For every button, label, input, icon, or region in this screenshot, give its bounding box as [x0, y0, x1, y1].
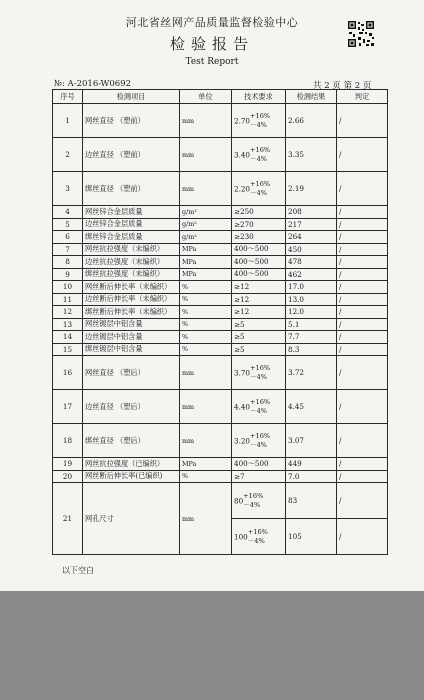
row-judgement: /: [337, 268, 388, 281]
row-tech-requirement: ≥230: [232, 231, 286, 244]
table-row: [53, 281, 388, 294]
row-unit: %: [180, 306, 232, 319]
row-result: 450: [286, 243, 337, 256]
qr-code-icon: [347, 20, 375, 48]
row-tech-requirement: 400～500: [232, 243, 286, 256]
row-result: 8.3: [286, 343, 337, 356]
row-result: 208: [286, 206, 337, 219]
header-item: 检测项目: [83, 90, 180, 104]
tolerance-minus: －4%: [250, 406, 268, 415]
row-unit: g/m²: [180, 218, 232, 231]
row-unit: %: [180, 470, 232, 483]
table-row: [53, 470, 388, 483]
report-subtitle: Test Report: [185, 57, 239, 67]
row-unit: mm: [180, 424, 232, 458]
row-judgement: /: [337, 104, 388, 138]
row-result: 462: [286, 268, 337, 281]
header-tech: 技术要求: [232, 90, 286, 104]
footer-note: 以下空白: [62, 566, 94, 575]
row-number: 21: [53, 483, 83, 555]
tech-tolerance: [250, 112, 270, 130]
row-item: 绑丝镀层中铝含量: [83, 343, 180, 356]
tolerance-minus: －4%: [250, 188, 268, 197]
row-unit: mm: [180, 356, 232, 390]
row-judgement: /: [337, 206, 388, 219]
row-result: 264: [286, 231, 337, 244]
row-number: 5: [53, 218, 83, 231]
row-tech-requirement: ≥5: [232, 343, 286, 356]
row-result: 217: [286, 218, 337, 231]
tolerance-plus: +16%: [250, 431, 271, 440]
row-tech-requirement: [232, 483, 286, 519]
table-row: [53, 356, 388, 390]
tolerance-plus: +16%: [250, 111, 271, 120]
row-item: 网丝直径 （塑前）: [83, 104, 180, 138]
row-unit: %: [180, 318, 232, 331]
row-tech-requirement: 400～500: [232, 268, 286, 281]
row-number: 18: [53, 424, 83, 458]
report-title: 检验报告: [169, 35, 254, 53]
row-judgement: /: [337, 256, 388, 269]
row-result: 4.45: [286, 390, 337, 424]
row-judgement: /: [337, 390, 388, 424]
table-row: [53, 206, 388, 219]
row-tech-requirement: ≥12: [232, 281, 286, 294]
row-judgement: /: [337, 470, 388, 483]
row-tech-requirement: [232, 172, 286, 206]
row-judgement: /: [337, 281, 388, 294]
row-number: 4: [53, 206, 83, 219]
row-item: 边丝镀层中铝含量: [83, 331, 180, 344]
row-result: 7.7: [286, 331, 337, 344]
row-item: 绑丝锌合金层质量: [83, 231, 180, 244]
table-row: [53, 268, 388, 281]
tolerance-plus: +16%: [243, 491, 264, 500]
tech-base: 2.70: [234, 116, 251, 125]
table-row: [53, 306, 388, 319]
row-result: 17.0: [286, 281, 337, 294]
row-result: 7.0: [286, 470, 337, 483]
tech-tolerance: [250, 180, 270, 198]
row-tech-requirement: [232, 138, 286, 172]
table-row: [53, 172, 388, 206]
row-number: 13: [53, 318, 83, 331]
row-tech-requirement: 400～500: [232, 256, 286, 269]
table-row: [53, 293, 388, 306]
row-item: 绑丝抗拉强度（未编织）: [83, 268, 180, 281]
row-item: 边丝抗拉强度（未编织）: [83, 256, 180, 269]
tech-tolerance: [250, 364, 270, 382]
row-tech-requirement: ≥12: [232, 293, 286, 306]
row-number: 7: [53, 243, 83, 256]
row-unit: MPa: [180, 268, 232, 281]
row-tech-requirement: ≥250: [232, 206, 286, 219]
row-judgement: /: [337, 356, 388, 390]
row-number: 3: [53, 172, 83, 206]
row-judgement: /: [337, 458, 388, 471]
row-unit: %: [180, 331, 232, 344]
tolerance-minus: －4%: [250, 120, 268, 129]
row-number: 1: [53, 104, 83, 138]
row-result: 105: [286, 519, 337, 555]
row-judgement: /: [337, 519, 388, 555]
tech-base: 4.40: [234, 402, 251, 411]
row-unit: %: [180, 293, 232, 306]
row-unit: MPa: [180, 243, 232, 256]
row-result: 3.72: [286, 356, 337, 390]
tech-tolerance: [250, 432, 270, 450]
row-item: 网丝锌合金层质量: [83, 206, 180, 219]
tech-base: 80: [234, 496, 244, 505]
tech-tolerance: [243, 492, 263, 510]
header-unit: 单位: [180, 90, 232, 104]
row-result: 2.19: [286, 172, 337, 206]
tolerance-minus: －4%: [250, 372, 268, 381]
row-judgement: /: [337, 293, 388, 306]
row-number: 15: [53, 343, 83, 356]
row-result: 3.07: [286, 424, 337, 458]
row-tech-requirement: [232, 519, 286, 555]
results-table: [52, 89, 388, 555]
tech-base: 3.20: [234, 436, 251, 445]
row-result: 13.0: [286, 293, 337, 306]
row-item: 网孔尺寸: [83, 483, 180, 555]
table-row: [53, 343, 388, 356]
row-tech-requirement: [232, 356, 286, 390]
row-unit: %: [180, 281, 232, 294]
table-row: [53, 318, 388, 331]
table-row: [53, 331, 388, 344]
row-item: 边丝直径 （塑前）: [83, 138, 180, 172]
row-result: 478: [286, 256, 337, 269]
row-number: 14: [53, 331, 83, 344]
tech-tolerance: [250, 146, 270, 164]
row-judgement: /: [337, 138, 388, 172]
row-tech-requirement: [232, 104, 286, 138]
tolerance-plus: +16%: [250, 145, 271, 154]
table-row: [53, 104, 388, 138]
row-unit: mm: [180, 138, 232, 172]
tolerance-plus: +16%: [250, 179, 271, 188]
row-judgement: /: [337, 243, 388, 256]
row-unit: mm: [180, 483, 232, 555]
row-number: 12: [53, 306, 83, 319]
row-unit: %: [180, 343, 232, 356]
table-row: [53, 390, 388, 424]
tolerance-plus: +16%: [247, 527, 268, 536]
tech-base: 3.70: [234, 368, 251, 377]
row-number: 11: [53, 293, 83, 306]
row-item: 绑丝直径 （塑前）: [83, 172, 180, 206]
row-result: 449: [286, 458, 337, 471]
row-tech-requirement: ≥270: [232, 218, 286, 231]
row-tech-requirement: [232, 424, 286, 458]
row-unit: MPa: [180, 458, 232, 471]
row-judgement: /: [337, 318, 388, 331]
table-row: [53, 218, 388, 231]
row-judgement: /: [337, 343, 388, 356]
row-judgement: /: [337, 231, 388, 244]
table-row: [53, 483, 388, 519]
row-item: 网丝抗拉强度（已编织）: [83, 458, 180, 471]
tech-tolerance: [250, 398, 270, 416]
row-number: 9: [53, 268, 83, 281]
tolerance-minus: －4%: [250, 154, 268, 163]
row-result: 12.0: [286, 306, 337, 319]
table-row: [53, 424, 388, 458]
row-judgement: /: [337, 331, 388, 344]
row-judgement: /: [337, 306, 388, 319]
row-item: 边丝锌合金层质量: [83, 218, 180, 231]
row-judgement: /: [337, 218, 388, 231]
row-number: 20: [53, 470, 83, 483]
row-number: 16: [53, 356, 83, 390]
row-item: 网丝镀层中铝含量: [83, 318, 180, 331]
row-result: 2.66: [286, 104, 337, 138]
row-item: 边丝断后伸长率（未编织）: [83, 293, 180, 306]
tolerance-minus: －4%: [243, 500, 261, 509]
row-unit: mm: [180, 104, 232, 138]
row-item: 网丝断后伸长率(已编织): [83, 470, 180, 483]
row-tech-requirement: ≥5: [232, 318, 286, 331]
tolerance-minus: －4%: [250, 440, 268, 449]
row-tech-requirement: ≥12: [232, 306, 286, 319]
row-number: 10: [53, 281, 83, 294]
table-row: [53, 138, 388, 172]
row-number: 2: [53, 138, 83, 172]
table-header-row: [53, 90, 388, 104]
table-row: [53, 256, 388, 269]
row-tech-requirement: ≥7: [232, 470, 286, 483]
tech-base: 3.40: [234, 150, 251, 159]
row-number: 17: [53, 390, 83, 424]
row-unit: MPa: [180, 256, 232, 269]
report-number: №: A-2016-W0692: [54, 79, 132, 89]
row-number: 6: [53, 231, 83, 244]
row-item: 网丝抗拉强度（未编织）: [83, 243, 180, 256]
row-judgement: /: [337, 172, 388, 206]
row-judgement: /: [337, 483, 388, 519]
row-result: 83: [286, 483, 337, 519]
tolerance-plus: +16%: [250, 397, 271, 406]
table-row: [53, 458, 388, 471]
tech-base: 2.20: [234, 184, 251, 193]
header-result: 检测结果: [286, 90, 337, 104]
row-result: 5.1: [286, 318, 337, 331]
row-item: 网丝直径 （塑后）: [83, 356, 180, 390]
row-unit: mm: [180, 172, 232, 206]
row-judgement: /: [337, 424, 388, 458]
row-number: 8: [53, 256, 83, 269]
row-number: 19: [53, 458, 83, 471]
row-tech-requirement: [232, 390, 286, 424]
header-judge: 判定: [337, 90, 388, 104]
row-tech-requirement: 400～500: [232, 458, 286, 471]
table-row: [53, 243, 388, 256]
row-tech-requirement: ≥5: [232, 331, 286, 344]
row-item: 边丝直径 （塑后）: [83, 390, 180, 424]
table-row: [53, 231, 388, 244]
header-no: 序号: [53, 90, 83, 104]
row-unit: g/m²: [180, 231, 232, 244]
row-unit: mm: [180, 390, 232, 424]
row-result: 3.35: [286, 138, 337, 172]
row-item: 网丝断后伸长率（未编织）: [83, 281, 180, 294]
row-item: 绑丝断后伸长率（未编织）: [83, 306, 180, 319]
row-item: 绑丝直径 （塑后）: [83, 424, 180, 458]
tolerance-minus: －4%: [247, 536, 265, 545]
row-unit: g/m²: [180, 206, 232, 219]
tech-base: 100: [234, 532, 248, 541]
page-indicator: 共 2 页 第 2 页: [313, 81, 372, 91]
tolerance-plus: +16%: [250, 363, 271, 372]
tech-tolerance: [248, 528, 268, 546]
org-name: 河北省丝网产品质量监督检验中心: [125, 16, 299, 29]
